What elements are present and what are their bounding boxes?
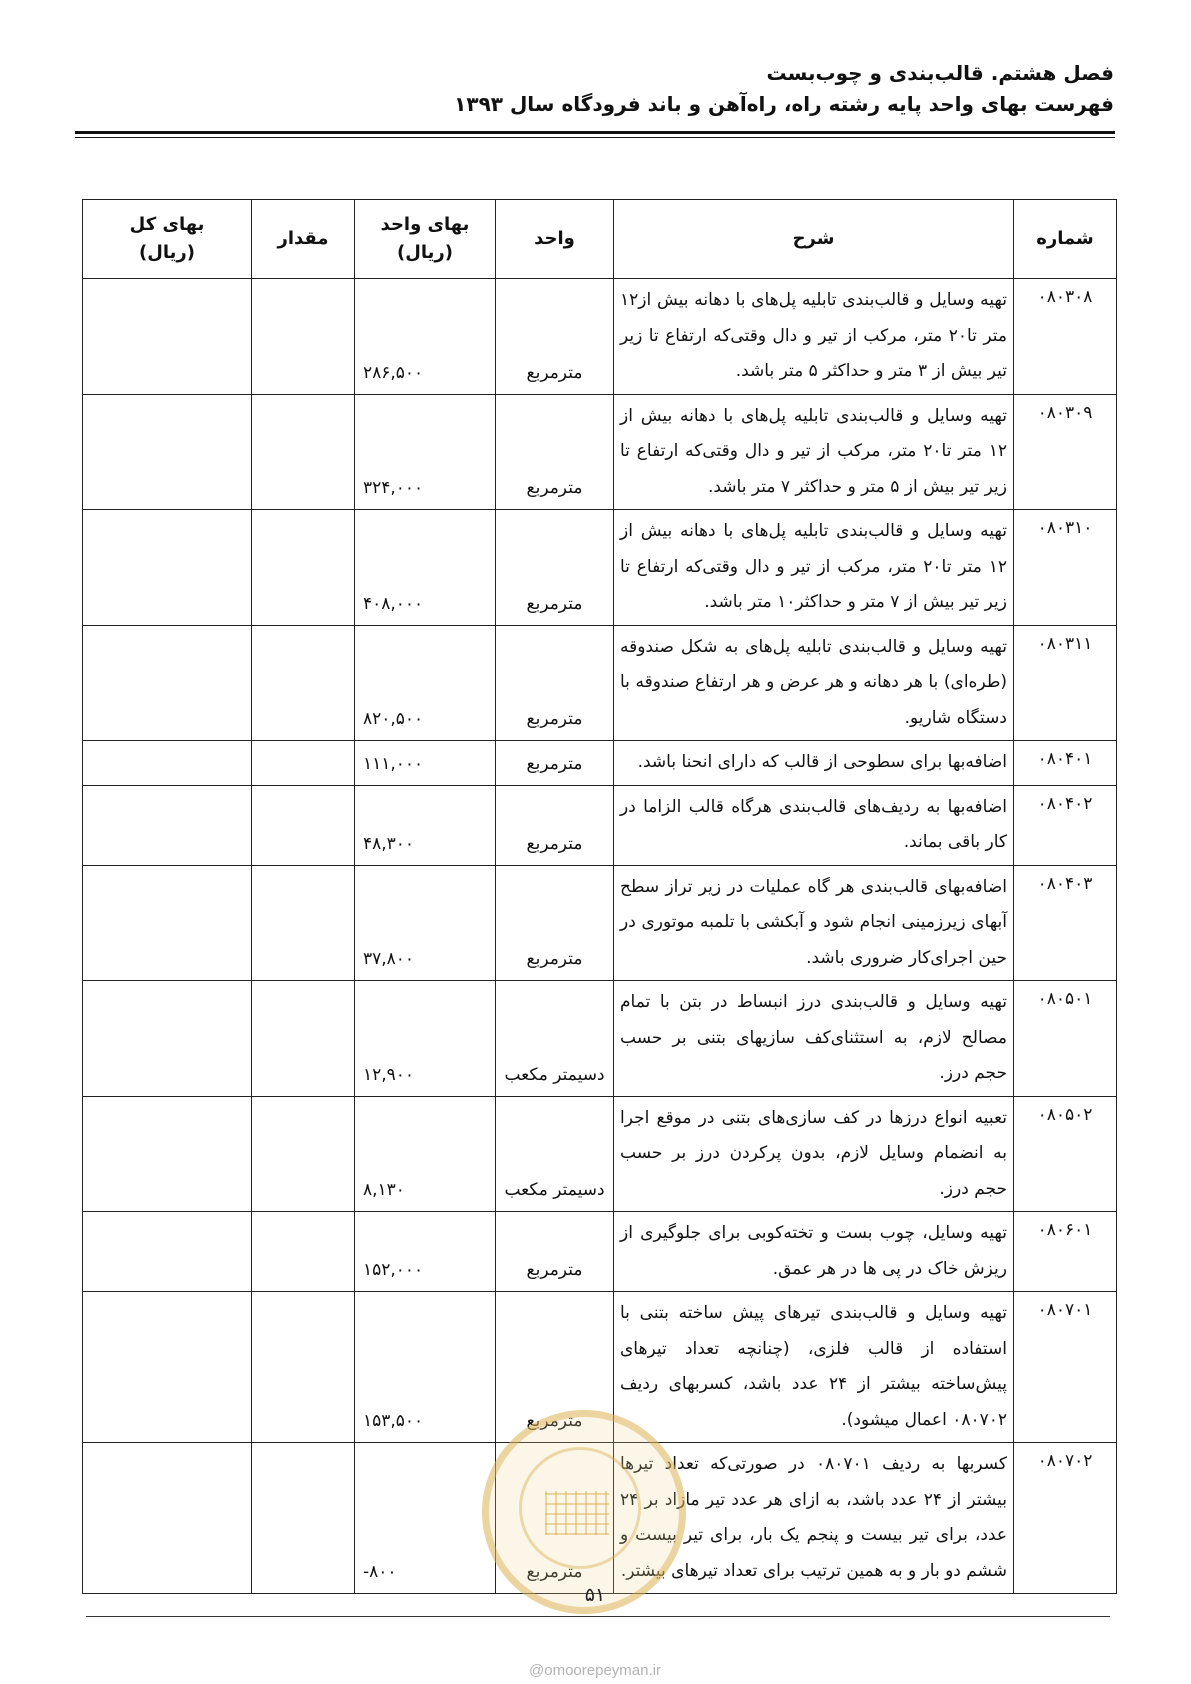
item-description: تعبیه انواع درزها در کف سازی‌های بتنی در موقع اجرا به انضمام وسایل لازم، بدون پرکردن درز بر حسب حجم درز. xyxy=(614,1096,1014,1212)
unit-price-header-label: بهای واحد xyxy=(380,214,470,235)
column-header-unit-price xyxy=(355,200,496,279)
price-list-table xyxy=(82,199,1117,1594)
column-header-unit: واحد xyxy=(496,200,614,279)
item-unit: دسیمتر مکعب xyxy=(496,981,614,1097)
item-total-price xyxy=(83,981,252,1097)
item-code: ۰۸۰۷۰۱ xyxy=(1014,1292,1117,1443)
item-code: ۰۸۰۳۰۹ xyxy=(1014,394,1117,510)
item-unit: مترمربع xyxy=(496,279,614,395)
item-description: تهیه وسایل و قالب‌بندی تابلیه پل‌های با دهانه بیش از ۱۲ متر تا۲۰ متر، مرکب از تیر و دال وقتی‌که ارتفاع تا زیر تیر بیش از ۷ متر و حداکثر۱۰ متر باشد. xyxy=(614,510,1014,626)
table-row xyxy=(83,741,1117,786)
item-description: تهیه وسایل و قالب‌بندی تابلیه پل‌های با دهانه بیش از ۱۲ متر تا۲۰ متر، مرکب از تیر و دال وقتی‌که ارتفاع تا زیر تیر بیش از ۵ متر و حداکثر ۷ متر باشد. xyxy=(614,394,1014,510)
item-description: تهیه وسایل و قالب‌بندی درز انبساط در بتن با تمام مصالح لازم، به استثنای‌کف سازیهای بتنی بر حسب حجم درز. xyxy=(614,981,1014,1097)
table-row xyxy=(83,279,1117,395)
item-unit-price: ۴۸,۳۰۰ xyxy=(355,785,496,865)
table-row xyxy=(83,510,1117,626)
header-rule-thick xyxy=(75,131,1115,134)
table-row xyxy=(83,1212,1117,1292)
item-quantity xyxy=(252,785,355,865)
item-unit: مترمربع xyxy=(496,510,614,626)
item-unit-price: ۱۵۲,۰۰۰ xyxy=(355,1212,496,1292)
table-row xyxy=(83,981,1117,1097)
item-unit: مترمربع xyxy=(496,1443,614,1594)
item-quantity xyxy=(252,741,355,786)
table-row xyxy=(83,1096,1117,1212)
item-unit: مترمربع xyxy=(496,394,614,510)
item-unit-price: ۳۲۴,۰۰۰ xyxy=(355,394,496,510)
item-unit-price: ۸,۱۳۰ xyxy=(355,1096,496,1212)
total-price-header-currency: (ریال) xyxy=(139,242,195,263)
item-unit: مترمربع xyxy=(496,1212,614,1292)
item-unit: مترمربع xyxy=(496,625,614,741)
item-quantity xyxy=(252,394,355,510)
item-description: تهیه وسایل و قالب‌بندی تابلیه پل‌های با دهانه بیش از۱۲ متر تا۲۰ متر، مرکب از تیر و دال وقتی‌که ارتفاع تا زیر تیر بیش از ۳ متر و حداکثر ۵ متر باشد. xyxy=(614,279,1014,395)
item-total-price xyxy=(83,625,252,741)
table-row xyxy=(83,1443,1117,1594)
column-header-total-price xyxy=(83,200,252,279)
column-header-quantity: مقدار xyxy=(252,200,355,279)
item-description: کسربها به ردیف ۰۸۰۷۰۱ در صورتی‌که تعداد تیرها بیشتر از ۲۴ عدد باشد، به ازای هر عدد تیر مازاد بر ۲۴ عدد، برای تیر بیست و پنجم یک بار، برای تیر بیست و ششم دو بار و به همین ترتیب برای تعداد تیرهای بیشتر. xyxy=(614,1443,1014,1594)
item-total-price xyxy=(83,279,252,395)
item-total-price xyxy=(83,1292,252,1443)
item-code: ۰۸۰۳۱۰ xyxy=(1014,510,1117,626)
item-quantity xyxy=(252,1443,355,1594)
item-code: ۰۸۰۵۰۱ xyxy=(1014,981,1117,1097)
item-unit: مترمربع xyxy=(496,1292,614,1443)
item-total-price xyxy=(83,1212,252,1292)
item-quantity xyxy=(252,1292,355,1443)
item-quantity xyxy=(252,510,355,626)
item-code: ۰۸۰۵۰۲ xyxy=(1014,1096,1117,1212)
item-unit-price: ۳۷,۸۰۰ xyxy=(355,865,496,981)
header-rule-thin xyxy=(75,137,1115,138)
item-description: تهیه وسایل، چوب بست و تخته‌کوبی برای جلوگیری از ریزش خاک در پی ها در هر عمق. xyxy=(614,1212,1014,1292)
page-header xyxy=(76,58,1114,120)
item-unit-price: ۱۵۳,۵۰۰ xyxy=(355,1292,496,1443)
table-row xyxy=(83,785,1117,865)
item-unit: مترمربع xyxy=(496,785,614,865)
page-number: ۵۱ xyxy=(584,1584,606,1606)
item-total-price xyxy=(83,1096,252,1212)
item-code: ۰۸۰۳۱۱ xyxy=(1014,625,1117,741)
item-total-price xyxy=(83,785,252,865)
item-total-price xyxy=(83,510,252,626)
item-description: تهیه وسایل و قالب‌بندی تابلیه پل‌های به شکل صندوقه (طره‌ای) با هر دهانه و هر عرض و هر ارتفاع صندوقه با دستگاه شاریو. xyxy=(614,625,1014,741)
item-description: تهیه وسایل و قالب‌بندی تیرهای پیش ساخته بتنی با استفاده از قالب فلزی، (چنانچه تعداد تیرهای پیش‌ساخته بیشتر از ۲۴ عدد باشد، کسربهای ردیف ۰۸۰۷۰۲ اعمال میشود). xyxy=(614,1292,1014,1443)
item-total-price xyxy=(83,1443,252,1594)
item-code: ۰۸۰۴۰۳ xyxy=(1014,865,1117,981)
item-quantity xyxy=(252,1096,355,1212)
item-code: ۰۸۰۴۰۲ xyxy=(1014,785,1117,865)
table-row xyxy=(83,1292,1117,1443)
item-quantity xyxy=(252,625,355,741)
book-title: فهرست بهای واحد پایه رشته راه، راه‌آهن و باند فرودگاه سال ۱۳۹۳ xyxy=(454,92,1114,116)
table-row xyxy=(83,625,1117,741)
item-code: ۰۸۰۶۰۱ xyxy=(1014,1212,1117,1292)
column-header-code: شماره xyxy=(1014,200,1117,279)
item-unit-price: ۱۲,۹۰۰ xyxy=(355,981,496,1097)
item-unit: دسیمتر مکعب xyxy=(496,1096,614,1212)
item-code: ۰۸۰۳۰۸ xyxy=(1014,279,1117,395)
item-unit-price: ۱۱۱,۰۰۰ xyxy=(355,741,496,786)
item-description: اضافه‌بها به ردیف‌های قالب‌بندی هرگاه قالب الزاما در کار باقی بماند. xyxy=(614,785,1014,865)
table-row xyxy=(83,865,1117,981)
item-quantity xyxy=(252,279,355,395)
footer-rule xyxy=(86,1616,1110,1617)
item-description: اضافه‌بها برای سطوحی از قالب که دارای انحنا باشد. xyxy=(614,741,1014,786)
column-header-description: شرح xyxy=(614,200,1014,279)
item-quantity xyxy=(252,1212,355,1292)
item-total-price xyxy=(83,741,252,786)
total-price-header-label: بهای کل xyxy=(129,214,205,235)
item-code: ۰۸۰۷۰۲ xyxy=(1014,1443,1117,1594)
item-description: اضافه‌بهای قالب‌بندی هر گاه عملیات در زیر تراز سطح آبهای زیرزمینی انجام شود و آبکشی با تلمبه موتوری در حین اجرای‌کار ضروری باشد. xyxy=(614,865,1014,981)
table-header-row xyxy=(83,200,1117,279)
chapter-title: فصل هشتم. قالب‌بندی و چوب‌بست xyxy=(766,61,1114,85)
item-total-price xyxy=(83,865,252,981)
unit-price-header-currency: (ریال) xyxy=(397,242,453,263)
item-code: ۰۸۰۴۰۱ xyxy=(1014,741,1117,786)
item-unit-price: -۸۰۰ xyxy=(355,1443,496,1594)
table-row xyxy=(83,394,1117,510)
watermark-text: @omoorepeyman.ir xyxy=(529,1662,661,1679)
item-unit-price: ۲۸۶,۵۰۰ xyxy=(355,279,496,395)
item-total-price xyxy=(83,394,252,510)
item-unit-price: ۴۰۸,۰۰۰ xyxy=(355,510,496,626)
item-quantity xyxy=(252,865,355,981)
item-unit: مترمربع xyxy=(496,865,614,981)
item-quantity xyxy=(252,981,355,1097)
item-unit-price: ۸۲۰,۵۰۰ xyxy=(355,625,496,741)
item-unit: مترمربع xyxy=(496,741,614,786)
